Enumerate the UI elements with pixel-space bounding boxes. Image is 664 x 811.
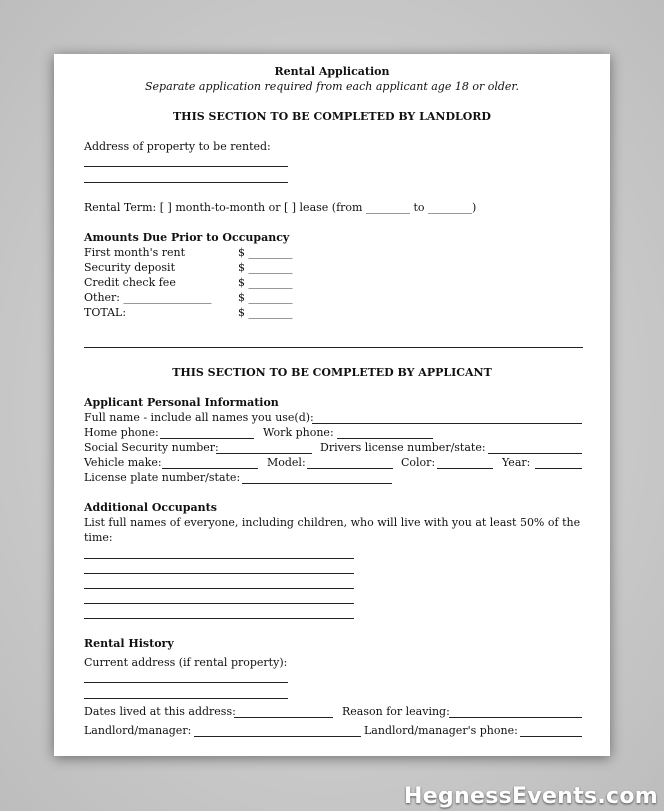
- amount-label-total: TOTAL:: [84, 306, 127, 319]
- occupant-line-2[interactable]: [84, 573, 354, 574]
- ssn-label: Social Security number:: [84, 441, 219, 454]
- occupant-line-1[interactable]: [84, 558, 354, 559]
- color-label: Color:: [401, 456, 436, 469]
- amounts-heading: Amounts Due Prior to Occupancy: [84, 231, 290, 244]
- amount-field-credit[interactable]: $ ________: [238, 276, 293, 289]
- rental-term: Rental Term: [ ] month-to-month or [ ] lease (from ________ to ________): [84, 201, 477, 214]
- section-divider: [84, 347, 583, 348]
- model-field[interactable]: [307, 468, 393, 469]
- occupant-line-5[interactable]: [84, 618, 354, 619]
- applicant-section-heading: THIS SECTION TO BE COMPLETED BY APPLICANT: [172, 366, 492, 379]
- dates-lived-label: Dates lived at this address:: [84, 705, 236, 718]
- reason-leaving-label: Reason for leaving:: [342, 705, 450, 718]
- document-title: Rental Application: [274, 65, 390, 78]
- full-name-label: Full name - include all names you use(d):: [84, 411, 314, 424]
- current-address-line-2[interactable]: [84, 698, 288, 699]
- personal-info-heading: Applicant Personal Information: [84, 396, 279, 409]
- landlord-manager-field[interactable]: [194, 736, 361, 737]
- amount-field-rent[interactable]: $ ________: [238, 246, 293, 259]
- license-plate-field[interactable]: [242, 483, 392, 484]
- landlord-phone-field[interactable]: [520, 736, 582, 737]
- home-phone-label: Home phone:: [84, 426, 159, 439]
- home-phone-field[interactable]: [160, 438, 254, 439]
- occupant-line-3[interactable]: [84, 588, 354, 589]
- amount-label-other: Other: ________________: [84, 291, 212, 304]
- reason-leaving-field[interactable]: [449, 717, 582, 718]
- vehicle-make-field[interactable]: [162, 468, 258, 469]
- rental-history-heading: Rental History: [84, 637, 174, 650]
- document-subtitle: Separate application required from each applicant age 18 or older.: [145, 80, 519, 93]
- address-line-2[interactable]: [84, 182, 288, 183]
- occupants-instruction-continued: time:: [84, 531, 113, 544]
- amount-field-other[interactable]: $ ________: [238, 291, 293, 304]
- landlord-manager-label: Landlord/manager:: [84, 724, 192, 737]
- amount-field-deposit[interactable]: $ ________: [238, 261, 293, 274]
- occupant-line-4[interactable]: [84, 603, 354, 604]
- landlord-phone-label: Landlord/manager's phone:: [364, 724, 518, 737]
- address-line-1[interactable]: [84, 166, 288, 167]
- amount-label-credit: Credit check fee: [84, 276, 176, 289]
- drivers-license-label: Drivers license number/state:: [320, 441, 486, 454]
- watermark: HegnessEvents.com: [404, 784, 658, 809]
- year-field[interactable]: [535, 468, 582, 469]
- full-name-field[interactable]: [312, 423, 582, 424]
- dates-lived-field[interactable]: [234, 717, 333, 718]
- current-address-line-1[interactable]: [84, 682, 288, 683]
- vehicle-make-label: Vehicle make:: [84, 456, 162, 469]
- model-label: Model:: [267, 456, 306, 469]
- amount-label-rent: First month's rent: [84, 246, 186, 259]
- amount-label-deposit: Security deposit: [84, 261, 175, 274]
- work-phone-field[interactable]: [337, 438, 433, 439]
- landlord-section-heading: THIS SECTION TO BE COMPLETED BY LANDLORD: [173, 110, 491, 123]
- occupants-instruction: List full names of everyone, including children, who will live with you at least 50% of the: [84, 516, 581, 529]
- address-label: Address of property to be rented:: [84, 140, 271, 153]
- work-phone-label: Work phone:: [263, 426, 334, 439]
- document-page: [54, 54, 610, 756]
- occupants-heading: Additional Occupants: [84, 501, 217, 514]
- license-plate-label: License plate number/state:: [84, 471, 241, 484]
- year-label: Year:: [502, 456, 531, 469]
- current-address-label: Current address (if rental property):: [84, 656, 288, 669]
- amount-field-total[interactable]: $ ________: [238, 306, 293, 319]
- drivers-license-field[interactable]: [488, 453, 582, 454]
- color-field[interactable]: [437, 468, 493, 469]
- ssn-field[interactable]: [216, 453, 312, 454]
